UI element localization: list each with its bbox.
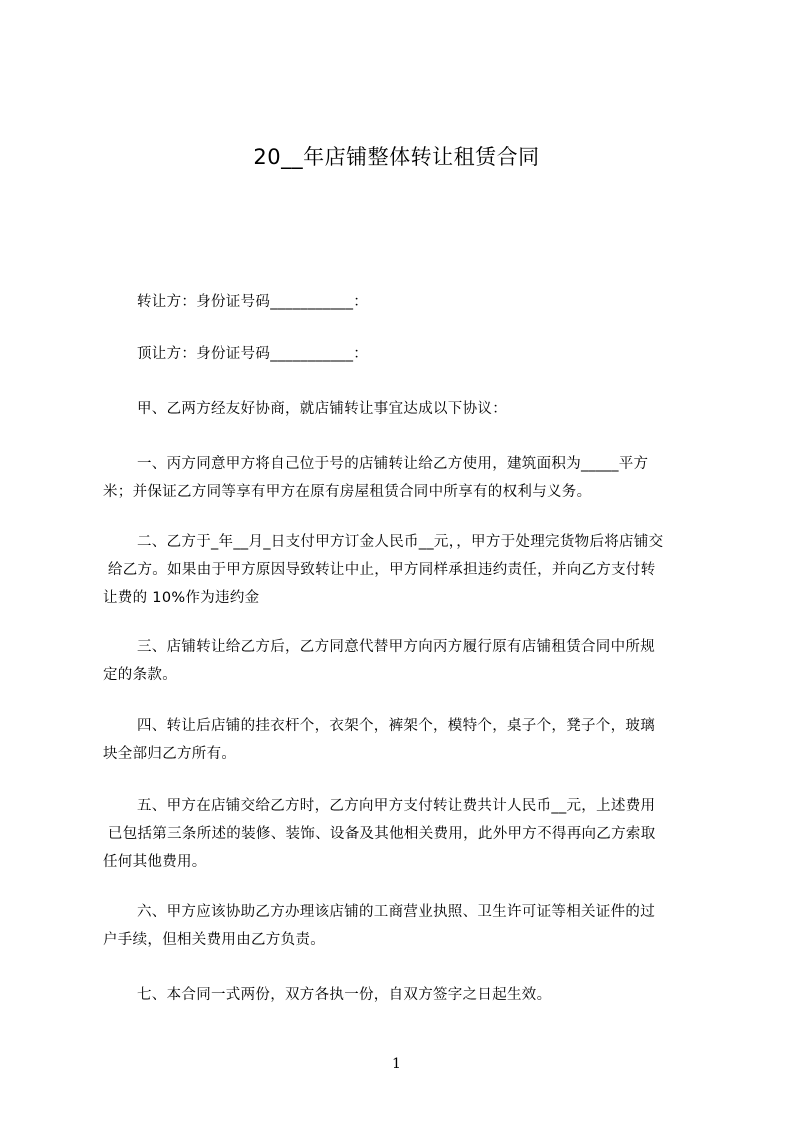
clause-1 (103, 450, 715, 506)
clause-2-line-3: 让费的 10%作为违约金 (103, 590, 260, 606)
clause-5-line-3: 任何其他费用。 (103, 854, 207, 870)
clause-2-line-1: 二、乙方于_年__月_日支付甲方订金人民币__元，，甲方于处理完货物后将店铺交 (137, 534, 664, 550)
clause-5-line-1: 五、甲方在店铺交给乙方时，乙方向甲方支付转让费共计人民币__元，上述费用 (137, 798, 656, 814)
clause-7-line-1: 七、本合同一式两份，双方各执一份，自双方签字之日起生效。 (137, 987, 552, 1003)
clause-7 (103, 981, 715, 1009)
clause-1-line-1: 一、丙方同意甲方将自己位于号的店铺转让给乙方使用，建筑面积为_____平方 (137, 456, 649, 472)
clause-5 (103, 792, 715, 876)
clause-4 (103, 712, 715, 768)
clause-2-line-2: 给乙方。如果由于甲方原因导致转让中止，甲方同样承担违约责任，并向乙方支付转 (103, 562, 656, 578)
page-number: 1 (392, 1056, 401, 1072)
transferee-text: 顶让方：身份证号码___________： (137, 346, 369, 362)
intro-text: 甲、乙两方经友好协商，就店铺转让事宜达成以下协议： (137, 401, 507, 417)
clause-6-line-1: 六、甲方应该协助乙方办理该店铺的工商营业执照、卫生许可证等相关证件的过 (137, 904, 655, 920)
transferee-line (103, 340, 715, 368)
clause-1-line-2: 米；并保证乙方同等享有甲方在原有房屋租赁合同中所享有的权利与义务。 (103, 484, 592, 500)
transferor-line (103, 288, 715, 316)
clause-3-line-2: 定的条款。 (103, 667, 177, 683)
document-title: 20__年店铺整体转让租赁合同 (253, 145, 540, 169)
clause-6-line-2: 户手续，但相关费用由乙方负责。 (103, 932, 325, 948)
clause-4-line-2: 块全部归乙方所有。 (103, 746, 237, 762)
transferor-text: 转让方：身份证号码___________： (137, 294, 369, 310)
clause-4-line-1: 四、转让后店铺的挂衣杆个，衣架个，裤架个，模特个，桌子个，凳子个，玻璃 (137, 718, 655, 734)
clause-3 (103, 633, 715, 689)
clause-6 (103, 898, 715, 954)
intro-paragraph (103, 395, 715, 423)
clause-2 (103, 528, 715, 612)
clause-3-line-1: 三、店铺转让给乙方后，乙方同意代替甲方向丙方履行原有店铺租赁合同中所规 (137, 639, 655, 655)
clause-5-line-2: 已包括第三条所述的装修、装饰、设备及其他相关费用，此外甲方不得再向乙方索取 (103, 826, 656, 842)
